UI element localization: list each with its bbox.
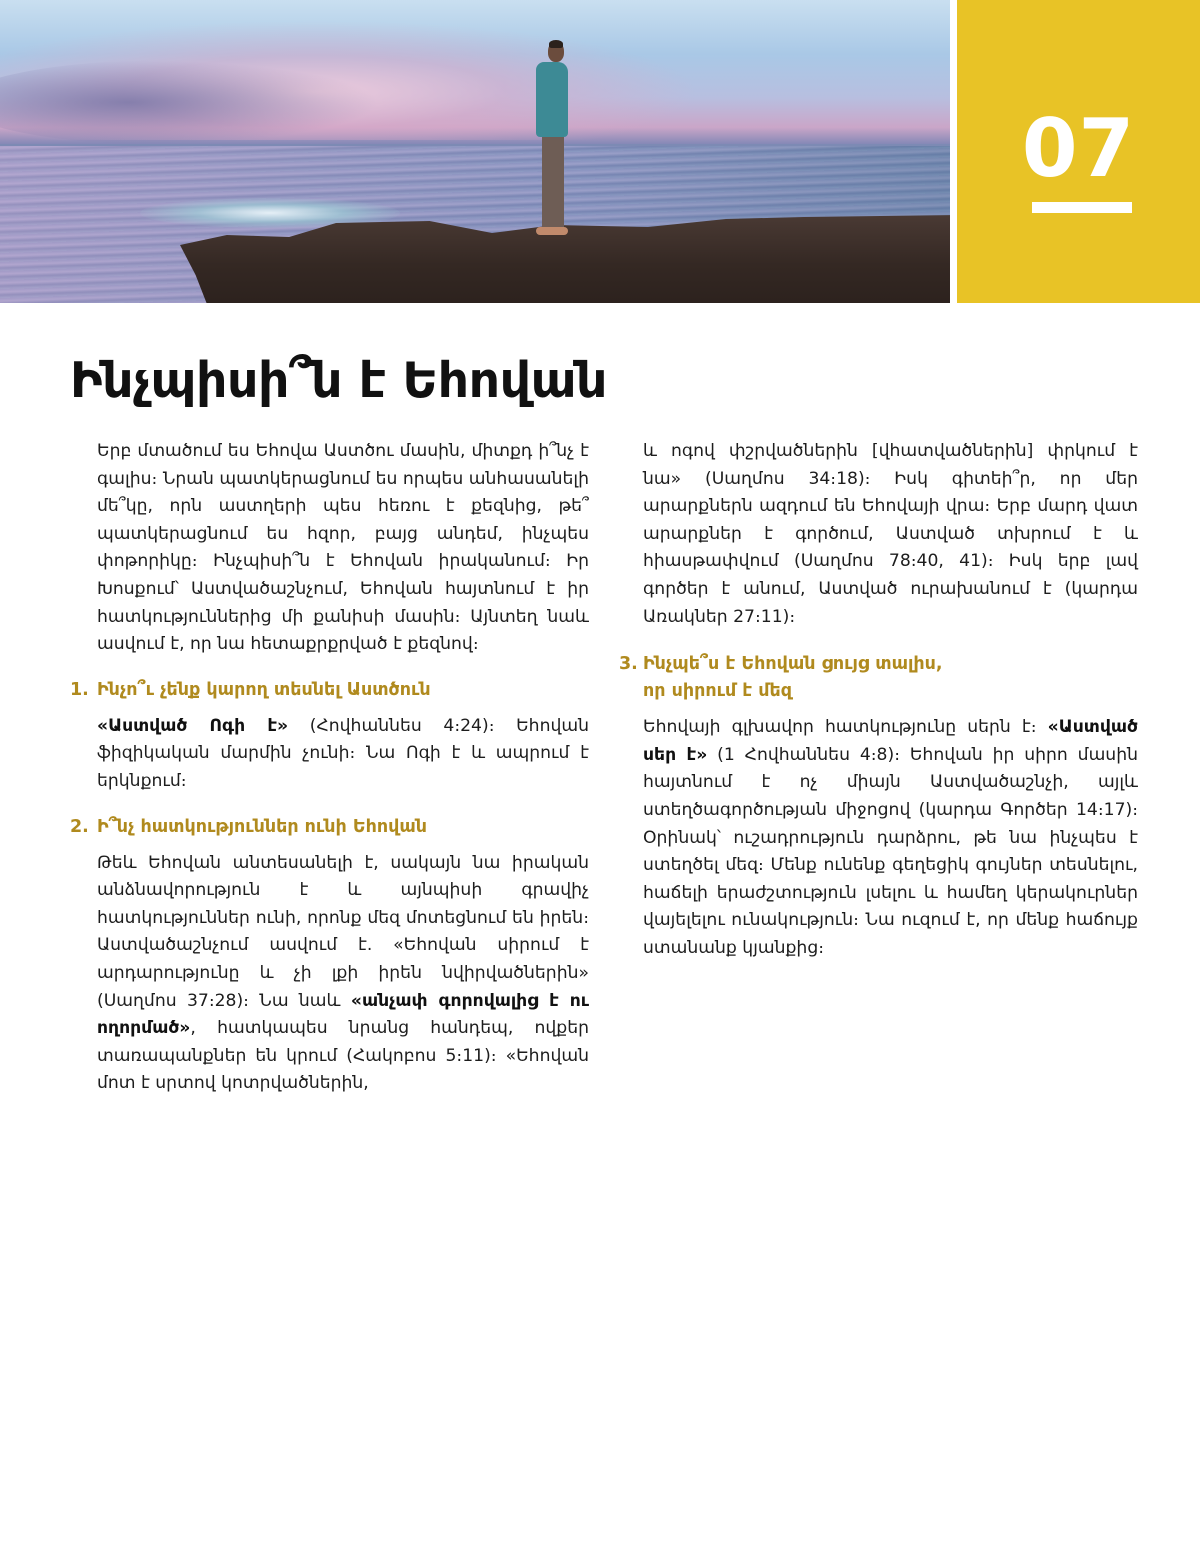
bold-quote: «Աստված Ոգի է» (97, 715, 289, 736)
column-left (70, 438, 590, 1098)
section-title: Ինչպե՞ս է Եհովան ցույց տալիս, (643, 654, 943, 675)
section-title-line2: որ սիրում է մեզ (643, 681, 792, 702)
section-text: , հատկապես նրանց հանդեպ, ովքեր տառապանքներ են կրում (Հակոբոս 5։11)։ «Եհովան մոտ է սրտով կոտրվածներին, (97, 1018, 589, 1094)
bold-quote: «Աստված սեր է» (643, 717, 1138, 765)
section-heading-3 (619, 651, 1138, 705)
section-title: Ի՞նչ հատկություններ ունի Եհովան (97, 816, 428, 837)
man-hair (549, 40, 563, 48)
section-body-1 (97, 713, 589, 796)
section-number: 1. (70, 679, 89, 700)
section-text: Թեև Եհովան անտեսանելի է, սակայն նա իրական անձնավորություն է և այնպիսի գրավիչ հատկություններ ունի, որոնք մեզ մոտեցնում են իրեն։ Աստվածաշնչում ասվում է. «Եհովան սիրում է արդարությունը և չի լքի իրեն նվիրվածներին» (Սաղմոս 37։28)։ Նա նաև (97, 852, 589, 1011)
page-title: Ինչպիսի՞ն է Եհովան (70, 352, 608, 409)
hero-photo (0, 0, 950, 303)
section-number: 2. (70, 816, 89, 837)
horizon-line (0, 144, 950, 146)
chapter-number: 07 (1021, 102, 1136, 195)
man-feet (536, 227, 568, 235)
section-text: Եհովայի գլխավոր հատկությունը սերն է։ (643, 717, 1048, 738)
section-text: (Հովհաննես 4։24)։ Եհովան ֆիզիկական մարմին չունի։ Նա Ոգի է և ապրում է երկնքում։ (97, 715, 590, 791)
intro-paragraph: Երբ մտածում ես Եհովա Աստծու մասին, միտքդ ի՞նչ է գալիս։ Նրան պատկերացնում ես որպես անհասանելի մե՞կը, որն աստղերի պես հեռու է քեզնից, թե՞ պատկերացնում ես հզոր, բայց անդեմ, ինչպես փոթորիկը։ Ինչպիսի՞ն է Եհովան իրականում։ Իր Խոսքում՝ Աստվածաշնչում, Եհովան հայտնում է իր հատկություններից մի քանիսի մասին։ Այնտեղ նաև ասվում է, որ նա հետաքրքրված է քեզնով։ (97, 441, 589, 655)
bold-quote: «անչափ գորովալից է ու ողորմած» (97, 990, 589, 1039)
section-title: Ինչո՞ւ չենք կարող տեսնել Աստծուն (97, 679, 431, 700)
section-text: (1 Հովհաննես 4։8)։ Եհովան իր սիրո մասին հայտնում է ոչ միայն Աստվածաշնչի, այլև ստեղծագործության միջոցով (կարդա Գործեր 14։17)։ Օրինակ՝ ուշադրություն դարձրու, թե նա ինչպես է ստեղծել մեզ։ Մենք ունենք գեղեցիկ գույներ տեսնելու, հաճելի երաժշտություն լսելու և համեղ կերակուրներ վայելելու ունակություն։ Նա ուզում է, որ մենք հաճույք ստանանք կյանքից։ (643, 744, 1138, 958)
section-heading-2 (70, 814, 589, 841)
section-body-2 (97, 850, 589, 1098)
chapter-underline (1032, 202, 1132, 213)
man-pants (542, 134, 564, 229)
section-number: 3. (619, 654, 638, 675)
man-shirt (536, 62, 568, 137)
column-right (619, 438, 1138, 963)
man-silhouette (532, 42, 582, 252)
section-body-2-continued: և ոգով փշրվածներին [վհատվածներին] փրկում է նա» (Սաղմոս 34։18)։ Իսկ գիտեի՞ր, որ մեր արարքներն ազդում են Եհովայի վրա։ Երբ մարդ վատ արարքներ է գործում, Աստված տխրում է և հիասթափվում (Սաղմոս 78։40, 41)։ Իսկ երբ լավ գործեր է անում, Աստված ուրախանում է (կարդա Առակներ 27։11)։ (643, 441, 1138, 627)
section-body-3 (643, 714, 1138, 962)
chapter-badge (957, 0, 1200, 303)
section-heading-1 (70, 677, 589, 704)
